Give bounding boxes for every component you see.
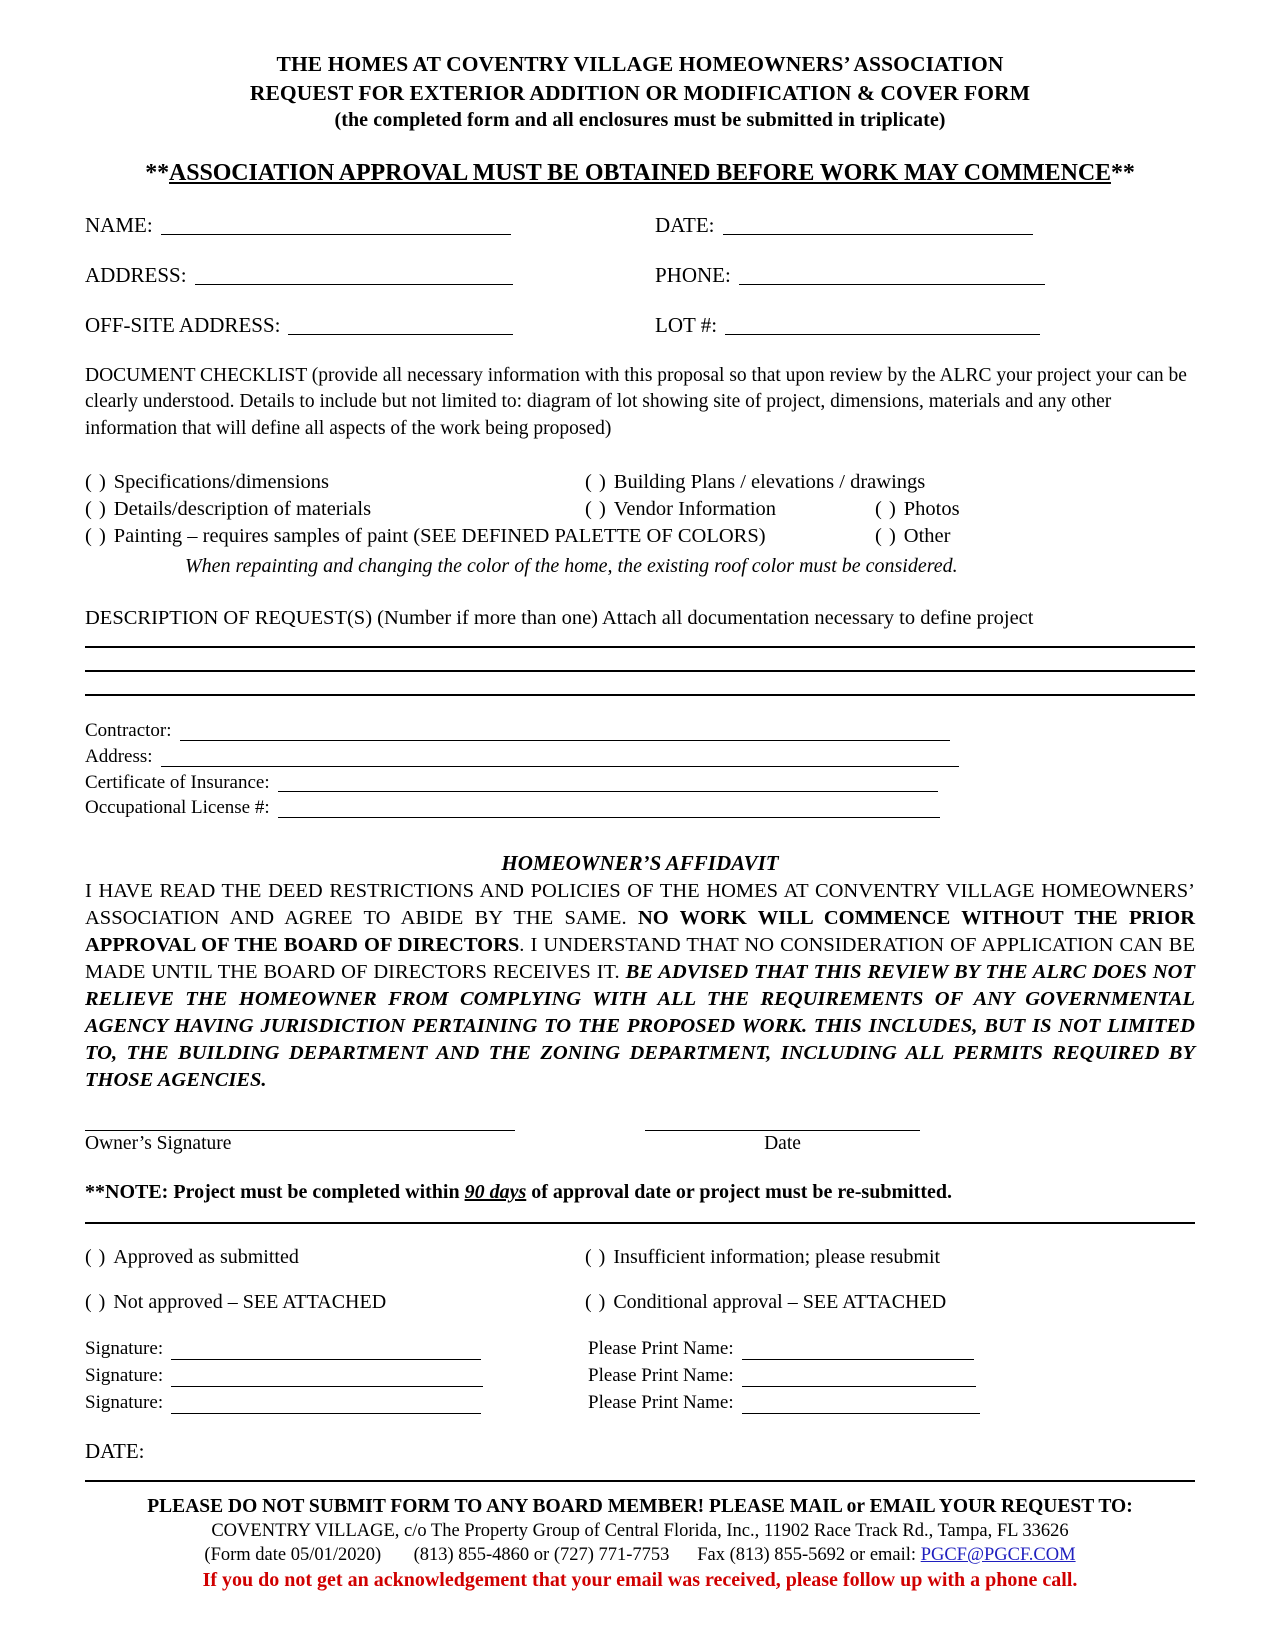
checkbox-painting-icon[interactable]: ( ): [85, 525, 107, 548]
description-of-requests-heading: DESCRIPTION OF REQUEST(S) (Number if more than one) Attach all documentation necessary to define project: [85, 607, 1034, 630]
checkbox-other-icon[interactable]: ( ): [875, 525, 897, 548]
board-signature-input-3[interactable]: [171, 1412, 481, 1414]
decision-section-divider: [85, 1222, 1195, 1224]
affidavit-part-4-bold-italic: BE ADVISED THAT THIS REVIEW BY THE ALRC DOES NOT RELIEVE THE HOMEOWNER FROM COMPLYING WITH ALL THE REQUIREMENTS OF ANY GOVERNMENTAL AGENCY HAVING JURISDICTION PERTAINING TO THE PROPOSED WORK. THIS INCLUDES, BUT IS NOT LIMITED TO, THE BUILDING DEPARTMENT AND THE ZONING DEPARTMENT, INCLUDING ALL PERMITS REQUIRED BY THOSE AGENCIES.: [85, 960, 1195, 1092]
contractor-address-input[interactable]: [161, 765, 959, 767]
title-line-1: THE HOMES AT COVENTRY VILLAGE HOMEOWNERS’ ASSOCIATION: [276, 52, 1004, 76]
checklist-label-materials: Details/description of materials: [113, 498, 372, 521]
note-suffix: of approval date or project must be re-submitted.: [526, 1181, 952, 1204]
checkbox-approved-icon[interactable]: ( ): [85, 1246, 107, 1269]
checklist-label-photos: Photos: [903, 498, 960, 521]
checklist-item-other[interactable]: [875, 523, 950, 550]
note-prefix: **NOTE: Project must be completed within: [85, 1181, 465, 1204]
field-lot-number[interactable]: [655, 313, 1040, 338]
offsite-address-label: OFF-SITE ADDRESS:: [85, 312, 281, 337]
owner-date-label: Date: [764, 1133, 801, 1155]
board-date-row[interactable]: [85, 1439, 1195, 1464]
footer-mailing-address: COVENTRY VILLAGE, c/o The Property Group of Central Florida, Inc., 11902 Race Track Rd., Tampa, FL 33626: [211, 1521, 1069, 1542]
owner-signature-label: Owner’s Signature: [85, 1133, 232, 1155]
board-signature-row-1: [85, 1336, 1195, 1363]
decision-insufficient-information[interactable]: [585, 1246, 940, 1269]
affidavit-title: HOMEOWNER’S AFFIDAVIT: [501, 850, 779, 875]
note-emphasis: 90 days: [464, 1181, 527, 1204]
board-signature-label-1: Signature:: [85, 1338, 164, 1360]
certificate-of-insurance-label: Certificate of Insurance:: [85, 771, 270, 793]
checklist-label-building-plans: Building Plans / elevations / drawings: [613, 470, 926, 493]
board-signature-row-2: [85, 1363, 1195, 1390]
owner-signature-area: [85, 1130, 1195, 1155]
checkbox-insufficient-icon[interactable]: ( ): [585, 1246, 607, 1269]
certificate-of-insurance-input[interactable]: [278, 790, 938, 792]
checklist-item-materials[interactable]: [85, 496, 585, 523]
board-signature-input-2[interactable]: [171, 1385, 483, 1387]
ninety-day-note: [85, 1181, 1195, 1204]
board-print-label-2: Please Print Name:: [588, 1365, 734, 1387]
banner-suffix: **: [1110, 159, 1135, 186]
checkbox-vendor-information-icon[interactable]: ( ): [585, 498, 607, 521]
checklist-label-other: Other: [903, 525, 951, 548]
checklist-row-3: [85, 523, 1195, 550]
owner-date-input[interactable]: [645, 1130, 920, 1131]
board-print-label-1: Please Print Name:: [588, 1338, 734, 1360]
field-date[interactable]: [655, 213, 1033, 238]
field-phone[interactable]: [655, 263, 1045, 288]
date-label: DATE:: [655, 212, 715, 237]
footer-fax-email-label: Fax (813) 855-5692 or email:: [697, 1545, 917, 1566]
owner-signature-lines: [85, 1130, 1195, 1131]
affidavit-part-1: I HAVE READ THE DEED RESTRICTIONS AND POLICIES OF THE HOMES AT CONVENTRY VILLAGE HOMEOWNERS’ ASSOCIATION AND AGREE TO ABIDE BY THE SAME.: [85, 879, 1195, 929]
name-input[interactable]: [161, 233, 511, 235]
owner-signature-labels: [85, 1133, 1195, 1155]
footer: [85, 1496, 1195, 1592]
board-print-input-3[interactable]: [742, 1412, 980, 1414]
checklist-item-photos[interactable]: [875, 496, 960, 523]
document-checklist-intro: DOCUMENT CHECKLIST (provide all necessary information with this proposal so that upon review by the ALRC your project your can be clearly understood. Details to include but not limited to: diagram of lot showing site of project, dimensions, materials and any other information that will define all aspects of the work being proposed): [85, 364, 1187, 440]
checkbox-specifications-icon[interactable]: ( ): [85, 470, 107, 493]
description-line-2[interactable]: [85, 670, 1195, 672]
board-print-label-3: Please Print Name:: [588, 1392, 734, 1414]
address-label: ADDRESS:: [85, 262, 187, 287]
board-print-name-2[interactable]: [588, 1363, 976, 1390]
decision-row-1: [85, 1246, 1195, 1269]
lot-number-label: LOT #:: [655, 312, 718, 337]
decision-label-insufficient: Insufficient information; please resubmit: [613, 1246, 941, 1269]
title-line-3: (the completed form and all enclosures must be submitted in triplicate): [334, 109, 946, 132]
document-checklist: [85, 469, 1195, 579]
title-line-2: REQUEST FOR EXTERIOR ADDITION OR MODIFICATION & COVER FORM: [249, 80, 1031, 105]
address-input[interactable]: [195, 283, 513, 285]
decision-row-2: [85, 1291, 1195, 1314]
name-label: NAME:: [85, 212, 153, 237]
board-signature-2[interactable]: [85, 1363, 588, 1390]
contractor-section: [85, 718, 1195, 821]
occupational-license-label: Occupational License #:: [85, 797, 270, 819]
field-address[interactable]: [85, 263, 655, 288]
footer-acknowledgement-warning: If you do not get an acknowledgement that your email was received, please follow up with a phone call.: [202, 1569, 1078, 1592]
checklist-label-specifications: Specifications/dimensions: [113, 470, 330, 493]
banner-main-text: ASSOCIATION APPROVAL MUST BE OBTAINED BEFORE WORK MAY COMMENCE: [169, 159, 1111, 186]
checklist-item-vendor-information[interactable]: [585, 496, 875, 523]
field-row-address-phone: [85, 263, 1195, 288]
contractor-address-label: Address:: [85, 745, 153, 767]
field-name[interactable]: [85, 213, 655, 238]
description-line-3[interactable]: [85, 694, 1195, 696]
decision-not-approved[interactable]: [85, 1291, 585, 1314]
board-signature-label-3: Signature:: [85, 1392, 164, 1414]
applicant-fields: [85, 213, 1195, 338]
description-line-1[interactable]: [85, 646, 1195, 648]
certificate-of-insurance-row[interactable]: [85, 770, 1195, 796]
checkbox-photos-icon[interactable]: ( ): [875, 498, 897, 521]
footer-form-date: (Form date 05/01/2020): [204, 1545, 382, 1566]
checkbox-materials-icon[interactable]: ( ): [85, 498, 107, 521]
document-title: [85, 50, 1195, 134]
footer-phone-numbers: (813) 855-4860 or (727) 771-7753: [413, 1545, 670, 1566]
affidavit-part-3: . I UNDERSTAND THAT NO CONSIDERATION OF APPLICATION CAN BE MADE UNTIL THE BOARD OF DIRECTORS RECEIVES IT.: [85, 933, 1195, 983]
painting-roof-color-note: When repainting and changing the color of the home, the existing roof color must be considered.: [185, 554, 958, 577]
decision-approved-as-submitted[interactable]: [85, 1246, 585, 1269]
approval-banner: [85, 160, 1195, 187]
date-input[interactable]: [723, 233, 1033, 235]
board-signature-1[interactable]: [85, 1336, 588, 1363]
board-print-input-1[interactable]: [742, 1358, 974, 1360]
phone-label: PHONE:: [655, 262, 731, 287]
checklist-item-building-plans[interactable]: [585, 469, 925, 496]
board-print-input-2[interactable]: [742, 1385, 976, 1387]
board-signature-label-2: Signature:: [85, 1365, 164, 1387]
footer-email-link[interactable]: PGCF@PGCF.COM: [920, 1545, 1076, 1566]
checklist-row-1: [85, 469, 1195, 496]
affidavit-body: [85, 878, 1195, 1094]
board-print-name-1[interactable]: [588, 1336, 974, 1363]
checklist-row-2: [85, 496, 1195, 523]
decision-label-conditional: Conditional approval – SEE ATTACHED: [613, 1291, 947, 1314]
footer-contact-line: [85, 1545, 1195, 1566]
checkbox-not-approved-icon[interactable]: ( ): [85, 1291, 107, 1314]
occupational-license-row[interactable]: [85, 795, 1195, 821]
contractor-name-row[interactable]: [85, 718, 1195, 744]
footer-divider: [85, 1480, 1195, 1482]
owner-signature-input[interactable]: [85, 1130, 515, 1131]
footer-submit-instruction: PLEASE DO NOT SUBMIT FORM TO ANY BOARD MEMBER! PLEASE MAIL or EMAIL YOUR REQUEST TO:: [147, 1496, 1133, 1518]
board-signature-input-1[interactable]: [171, 1358, 481, 1360]
banner-prefix: **: [145, 159, 170, 186]
board-date-label: DATE:: [85, 1439, 145, 1464]
checklist-label-painting: Painting – requires samples of paint (SEE DEFINED PALETTE OF COLORS): [113, 525, 766, 548]
board-print-name-3[interactable]: [588, 1390, 980, 1417]
checkbox-conditional-icon[interactable]: ( ): [585, 1291, 607, 1314]
checklist-item-specifications[interactable]: [85, 469, 585, 496]
field-row-name-date: [85, 213, 1195, 238]
field-offsite-address[interactable]: [85, 313, 655, 338]
board-decision-section: [85, 1246, 1195, 1464]
board-signature-row-3: [85, 1390, 1195, 1417]
checklist-item-painting[interactable]: [85, 523, 875, 550]
contractor-address-row[interactable]: [85, 744, 1195, 770]
phone-input[interactable]: [739, 283, 1045, 285]
contractor-input[interactable]: [180, 739, 950, 741]
offsite-address-input[interactable]: [288, 333, 513, 335]
checklist-label-vendor-information: Vendor Information: [613, 498, 777, 521]
occupational-license-input[interactable]: [278, 816, 940, 818]
decision-label-not-approved: Not approved – SEE ATTACHED: [113, 1291, 387, 1314]
affidavit-part-2-bold: NO WORK WILL COMMENCE WITHOUT THE PRIOR APPROVAL OF THE BOARD OF DIRECTORS: [85, 906, 1196, 956]
decision-conditional-approval[interactable]: [585, 1291, 946, 1314]
decision-label-approved: Approved as submitted: [113, 1246, 299, 1269]
contractor-label: Contractor:: [85, 720, 172, 742]
board-signature-3[interactable]: [85, 1390, 588, 1417]
board-signature-grid: [85, 1336, 1195, 1417]
checkbox-building-plans-icon[interactable]: ( ): [585, 470, 607, 493]
lot-number-input[interactable]: [725, 333, 1040, 335]
field-row-offsite-lot: [85, 313, 1195, 338]
